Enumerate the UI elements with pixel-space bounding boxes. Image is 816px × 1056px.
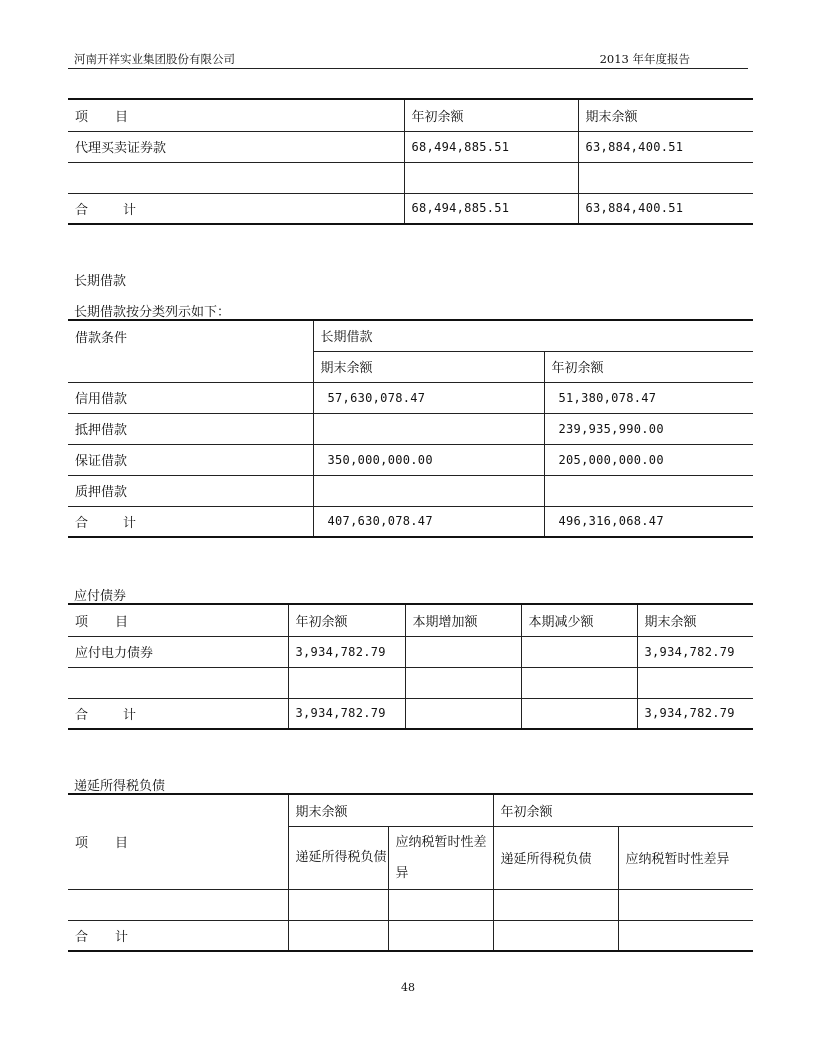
header-closing-balance: 期末余额 — [288, 794, 493, 826]
total-closing-value: 407,630,078.47 — [313, 506, 544, 537]
header-deferred-tax-liability: 递延所得税负债 — [288, 826, 388, 889]
total-row — [68, 698, 753, 729]
header-item: 项 目 — [68, 604, 288, 636]
row-cell — [493, 889, 618, 920]
header-taxable-temp-diff-opening: 应纳税暂时性差异 — [618, 826, 753, 889]
header-loan-condition: 借款条件 — [68, 320, 313, 351]
row-closing-value: 3,934,782.79 — [637, 636, 753, 667]
row-closing-value: 57,630,078.47 — [313, 382, 544, 413]
row-label: 代理买卖证券款 — [68, 131, 404, 162]
header-opening-balance: 年初余额 — [544, 351, 753, 382]
bonds-payable-table — [68, 603, 753, 730]
row-increase-value — [405, 667, 521, 698]
row-opening-value: 3,934,782.79 — [288, 636, 405, 667]
header-deferred-tax-liability-opening: 递延所得税负债 — [493, 826, 618, 889]
total-cell — [493, 920, 618, 951]
table-row — [68, 382, 753, 413]
long-term-loans-table — [68, 319, 753, 538]
total-label: 合 计 — [68, 193, 404, 224]
total-cell — [288, 920, 388, 951]
row-opening-value: 51,380,078.47 — [544, 382, 753, 413]
table-row — [68, 636, 753, 667]
table-row — [68, 667, 753, 698]
long-term-loans-subtitle: 长期借款按分类列示如下： — [74, 305, 231, 320]
row-label: 抵押借款 — [68, 413, 313, 444]
table-row — [68, 131, 753, 162]
row-label — [68, 667, 288, 698]
total-label: 合 计 — [68, 920, 288, 951]
row-closing-value: 63,884,400.51 — [578, 131, 753, 162]
header-increase: 本期增加额 — [405, 604, 521, 636]
header-opening-balance: 年初余额 — [404, 99, 578, 131]
header-item: 项 目 — [68, 794, 288, 889]
header-closing-balance: 期末余额 — [578, 99, 753, 131]
row-label: 应付电力债券 — [68, 636, 288, 667]
row-opening-value: 205,000,000.00 — [544, 444, 753, 475]
row-closing-value — [578, 162, 753, 193]
header-long-term-loans: 长期借款 — [313, 320, 753, 351]
row-opening-value: 68,494,885.51 — [404, 131, 578, 162]
header-closing-balance: 期末余额 — [637, 604, 753, 636]
row-closing-value — [637, 667, 753, 698]
report-title: 2013 年年度报告 — [599, 52, 690, 66]
total-row — [68, 506, 753, 537]
table-header-row — [68, 99, 753, 131]
row-opening-value: 239,935,990.00 — [544, 413, 753, 444]
total-opening-value: 496,316,068.47 — [558, 514, 664, 529]
securities-brokerage-table — [68, 98, 753, 225]
total-closing-value: 3,934,782.79 — [644, 706, 735, 721]
total-opening-value: 3,934,782.79 — [288, 698, 405, 729]
total-row — [68, 193, 753, 224]
total-decrease-value — [521, 698, 637, 729]
page-header — [68, 51, 748, 69]
header-opening-balance: 年初余额 — [493, 794, 753, 826]
row-cell — [288, 889, 388, 920]
row-increase-value — [405, 636, 521, 667]
row-opening-value — [544, 475, 753, 506]
table-row — [68, 889, 753, 920]
company-name: 河南开祥实业集团股份有限公司 — [74, 52, 235, 66]
table-header-row — [68, 320, 753, 351]
row-opening-value — [404, 162, 578, 193]
row-label: 保证借款 — [68, 444, 313, 475]
row-label: 质押借款 — [68, 475, 313, 506]
page-number: 48 — [401, 981, 415, 994]
total-label: 合 计 — [68, 698, 288, 729]
total-opening-value: 68,494,885.51 — [404, 193, 578, 224]
long-term-loans-title: 长期借款 — [74, 274, 127, 289]
total-closing-value: 63,884,400.51 — [585, 201, 684, 216]
row-cell — [388, 889, 493, 920]
table-row — [68, 162, 753, 193]
table-header-row — [68, 794, 753, 826]
header-opening-balance: 年初余额 — [288, 604, 405, 636]
header-taxable-temp-diff: 应纳税暂时性差异 — [388, 826, 493, 889]
header-empty — [68, 351, 313, 382]
row-opening-value — [288, 667, 405, 698]
row-closing-value — [313, 475, 544, 506]
total-cell — [618, 920, 753, 951]
deferred-tax-title: 递延所得税负债 — [74, 779, 166, 794]
total-cell — [388, 920, 493, 951]
bonds-payable-title: 应付债券 — [74, 589, 127, 604]
row-decrease-value — [521, 667, 637, 698]
row-label — [68, 162, 404, 193]
row-closing-value — [313, 413, 544, 444]
header-item: 项 目 — [68, 99, 404, 131]
deferred-tax-table — [68, 793, 753, 952]
row-cell — [618, 889, 753, 920]
row-closing-value: 350,000,000.00 — [313, 444, 544, 475]
row-label — [68, 889, 288, 920]
table-row — [68, 475, 753, 506]
header-closing-balance: 期末余额 — [313, 351, 544, 382]
total-increase-value — [405, 698, 521, 729]
table-row — [68, 413, 753, 444]
row-label: 信用借款 — [68, 382, 313, 413]
total-label: 合 计 — [68, 506, 313, 537]
table-row — [68, 444, 753, 475]
table-subheader-row — [68, 351, 753, 382]
table-header-row — [68, 604, 753, 636]
total-row — [68, 920, 753, 951]
row-decrease-value — [521, 636, 637, 667]
header-decrease: 本期减少额 — [521, 604, 637, 636]
